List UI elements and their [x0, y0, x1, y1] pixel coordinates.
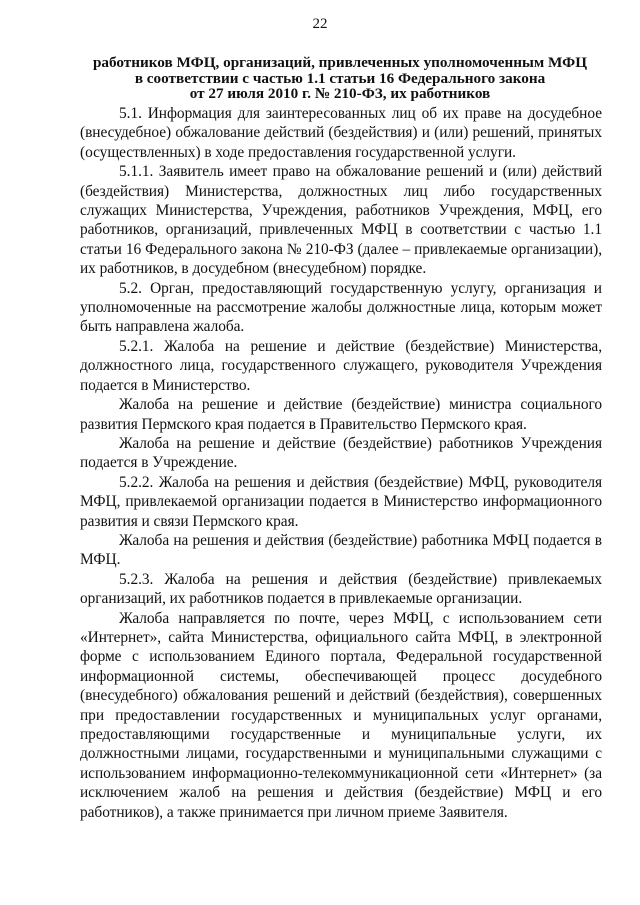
paragraph-5-2-3: 5.2.3. Жалоба на решения и действия (бездействие) привлекаемых организаций, их работников подается в привлекаемые организации. — [80, 570, 602, 608]
paragraph-5-1-1: 5.1.1. Заявитель имеет право на обжалование решений и (или) действий (бездействия) Министерства, должностных лиц либо государственных служащих Министерства, Учреждения, работников Учреждения, МФЦ, его работников, организаций, привлеченных МФЦ в соответствии с частью 1.1 статьи 16 Федерального закона № 210-ФЗ (далее – привлекаемые организации), их работников, в досудебном (внесудебном) порядке. — [80, 163, 602, 278]
paragraph-submission-methods: Жалоба направляется по почте, через МФЦ, с использованием сети «Интернет», сайта Министерства, официального сайта МФЦ, в электронной форме с использованием Единого портала, Федеральной государственной информационной системы, обеспечивающей процесс досудебного (внесудебного) обжалования решений и действий (бездействия), совершенных при предоставлении государственных и муниципальных услуг органами, предоставляющими государственные и муниципальные услуги, их должностными лицами, государственными и муниципальными служащими с использованием информационно-телекоммуникационной сети «Интернет» (за исключением жалоб на решения и действия (бездействие) МФЦ и его работников), а также принимается при личном приеме Заявителя. — [80, 609, 602, 821]
paragraph-institution-complaint: Жалоба на решение и действие (бездействие) работников Учреждения подается в Учреждение. — [80, 434, 602, 472]
document-body — [80, 104, 602, 822]
paragraph-5-2-1: 5.2.1. Жалоба на решение и действие (бездействие) Министерства, должностного лица, государственного служащего, руководителя Учреждения подается в Министерство. — [80, 337, 602, 394]
page-number: 22 — [312, 16, 328, 32]
paragraph-minister-complaint: Жалоба на решение и действие (бездействие) министра социального развития Пермского края подается в Правительство Пермского края. — [80, 396, 602, 433]
section-heading — [80, 55, 600, 102]
paragraph-5-1: 5.1. Информация для заинтересованных лиц об их праве на досудебное (внесудебное) обжалование действий (бездействия) и (или) решений, принятых (осуществленных) в ходе предоставления государственной услуги. — [80, 105, 602, 161]
paragraph-5-2: 5.2. Орган, предоставляющий государственную услугу, организация и уполномоченные на рассмотрение жалобы должностные лица, которым может быть направлена жалоба. — [80, 279, 602, 336]
paragraph-mfc-worker-complaint: Жалоба на решения и действия (бездействие) работника МФЦ подается в МФЦ. — [80, 531, 602, 569]
heading-line: от 27 июля 2010 г. № 210-ФЗ, их работников — [189, 85, 491, 102]
paragraph-5-2-2: 5.2.2. Жалоба на решения и действия (бездействие) МФЦ, руководителя МФЦ, привлекаемой организации подается в Министерство информационного развития и связи Пермского края. — [80, 473, 602, 530]
heading-line: работников МФЦ, организаций, привлеченных уполномоченным МФЦ — [92, 54, 588, 71]
heading-line: в соответствии с частью 1.1 статьи 16 Федерального закона — [134, 69, 546, 87]
